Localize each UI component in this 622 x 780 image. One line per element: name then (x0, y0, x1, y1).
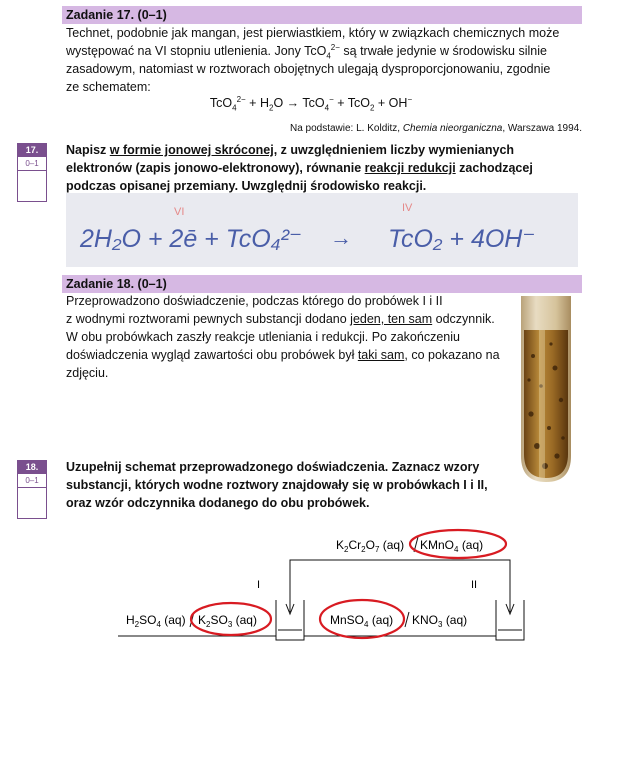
task17-header: Zadanie 17. (0–1) (62, 6, 582, 24)
task18-intro: Przeprowadzono doświadczenie, podczas którego do probówek I i II z wodnymi roztworami pewnych substancji dodano jeden, ten sam odczynnik. W obu probówkach zaszły reakcje utleniania i redukcji. Po zakończeniu doświadczenia wygląd zawartości obu probówek był taki sam, co pokazano na zdjęciu. (66, 294, 500, 380)
disproportionation-equation: $TcO_4^{2-} + H_2O \to TcO_4^- + TcO_2 + OH^-$ (209, 94, 413, 113)
task17-score-box (17, 143, 47, 202)
answer-arrow: → (330, 225, 352, 250)
task17-score-field[interactable] (18, 171, 46, 201)
tube2-option-mnso4[interactable]: MnSO$_4$ (aq) (330, 613, 394, 629)
task18-header: Zadanie 18. (0–1) (62, 275, 582, 293)
tube1-option-h2so4[interactable]: $H_2SO_4$ (aq) (126, 613, 186, 629)
task18-score-box (17, 460, 47, 519)
oxidation-state-right: IV (402, 202, 413, 214)
task18-badge-number: 18. (18, 461, 46, 474)
reagent-option-kmno4[interactable]: KMnO$_4$ (aq) (420, 538, 484, 554)
tube1-option-k2so3[interactable]: $K_2SO_3$ (aq) (198, 613, 257, 629)
oxidation-state-left: VI (174, 206, 185, 218)
feed-line-tube-1 (290, 560, 415, 612)
answer-right-side: TcO₂ + 4OH⁻ (388, 225, 536, 253)
task17-source: Na podstawie: L. Kolditz, Chemia nieorganiczna, Warszawa 1994. (289, 123, 582, 134)
task18-instruction: Uzupełnij schemat przeprowadzonego doświadczenia. Zaznacz wzory substancji, których wodne roztwory znajdowały się w probówkach I i II, oraz wzór odczynnika dodanego do obu probówek. (66, 460, 488, 510)
task18-badge-points: 0–1 (18, 474, 46, 488)
handwritten-answer (66, 193, 578, 267)
task17-instruction: Napisz w formie jonowej skróconej, z uwzględnieniem liczby wymienianych elektronów (zapis jonowo-elektronowy), równanie reakcji redukcji zachodzącej podczas opisanej przemiany. Uwzględnij środowisko reakcji. (66, 143, 533, 193)
tube2-option-kno3[interactable]: $KNO_3$ (aq) (412, 613, 468, 629)
tube-label-1: I (257, 579, 261, 591)
experiment-scheme (0, 520, 622, 660)
tube-label-2: II (471, 579, 478, 591)
reagent-option-k2cr2o7[interactable]: $K_2Cr_2O_7$ (aq) (336, 538, 405, 554)
tube2-slash (405, 612, 409, 627)
test-tube-photo (515, 296, 577, 482)
task17-intro: Technet, podobnie jak mangan, jest pierwiastkiem, który w związkach chemicznych może występować na VI stopniu utlenienia. Jony TcO$_4^{2-}$ są trwałe jedynie w środowisku silnie zasadowym, natomiast w roztworach obojętnych ulegają dysproporcjonowaniu, zgodnie ze schematem: (66, 26, 560, 94)
task18-score-field[interactable] (18, 488, 46, 518)
task17-badge-points: 0–1 (18, 157, 46, 171)
task17-badge-number: 17. (18, 144, 46, 157)
answer-left-side: 2H₂O + 2ē + TcO₄²⁻ (80, 225, 303, 253)
